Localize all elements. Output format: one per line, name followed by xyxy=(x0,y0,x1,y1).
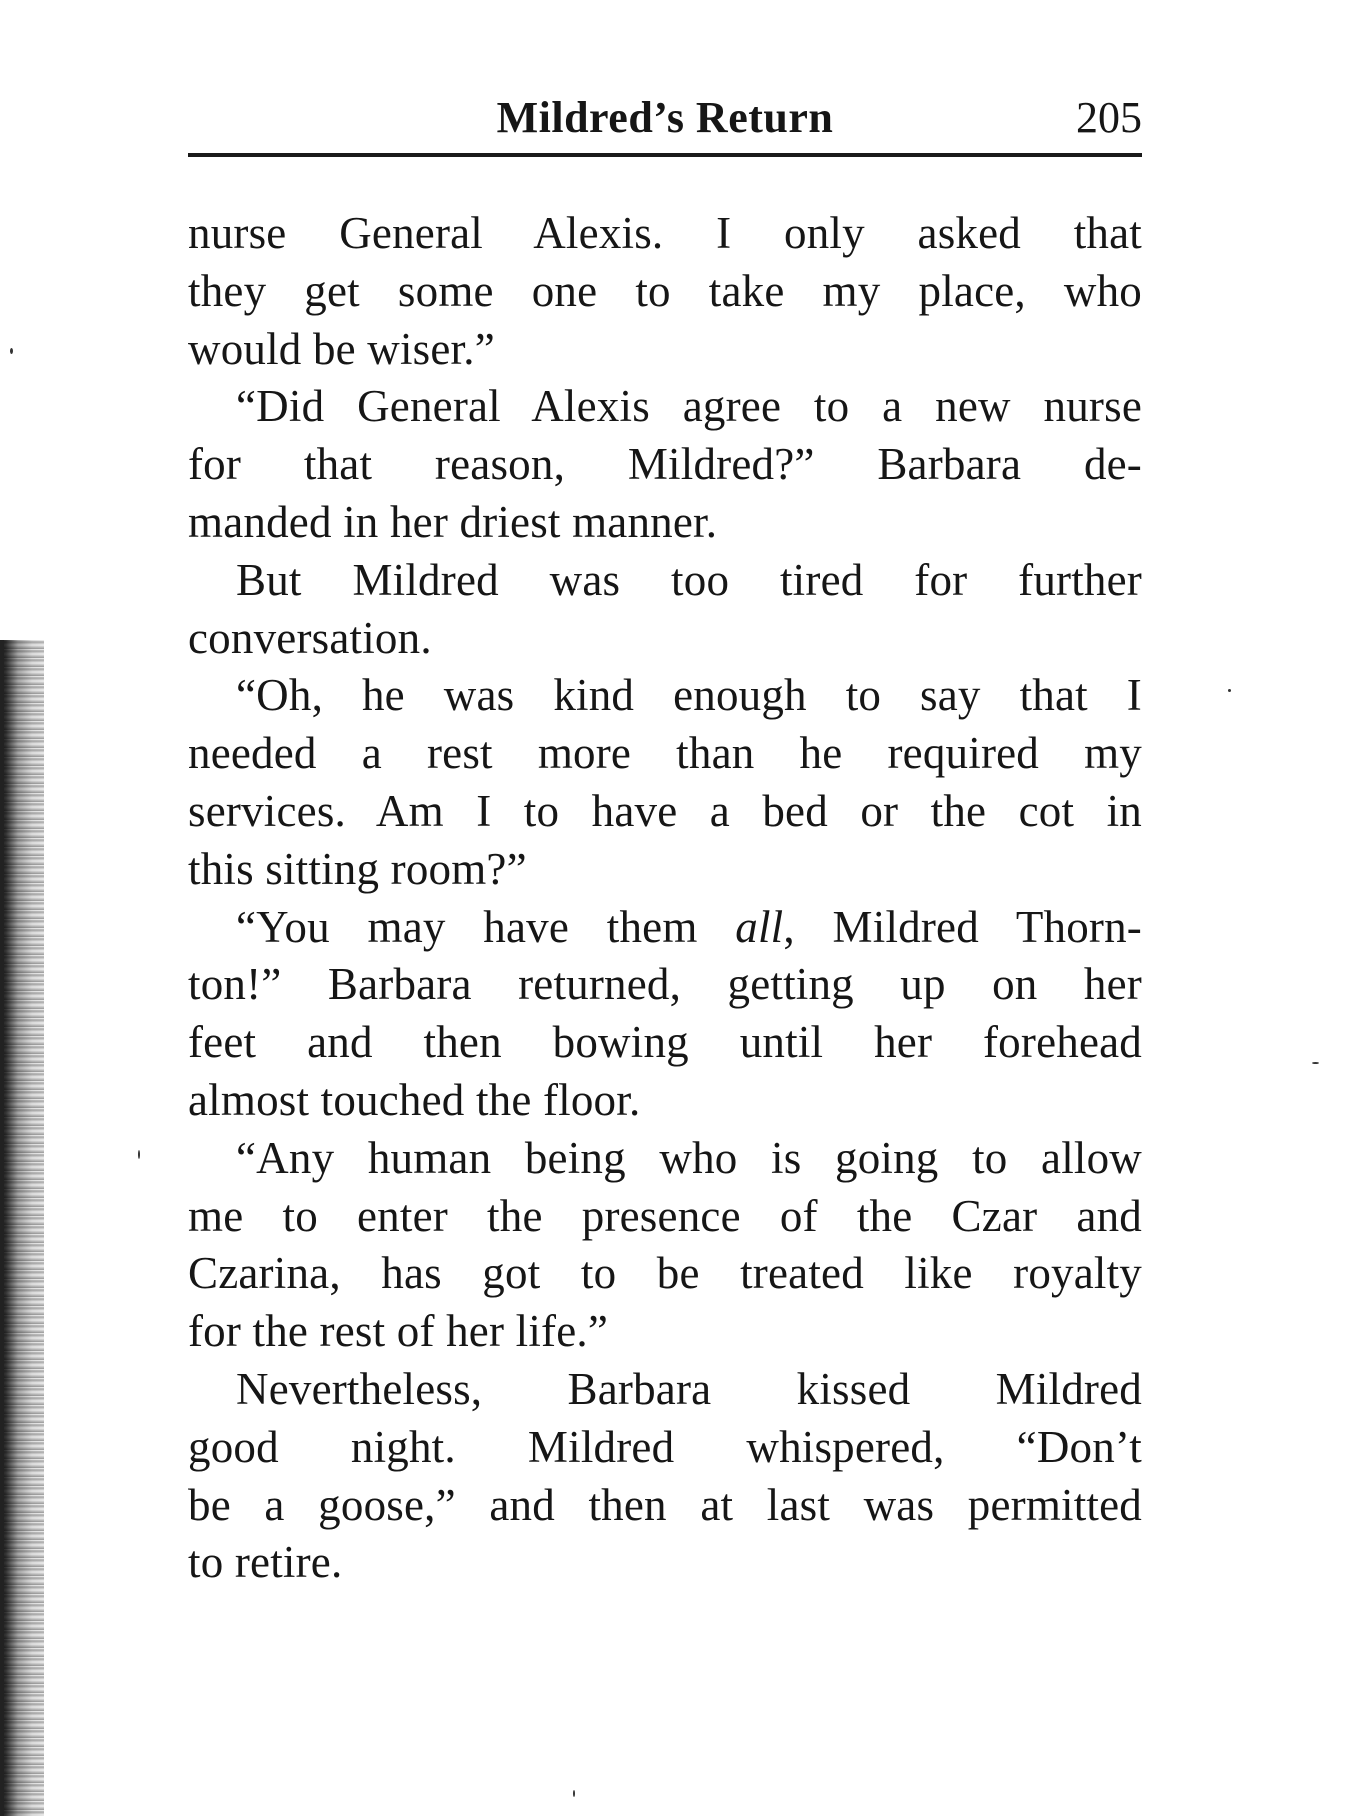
text-line: be a goose,” and then at last was permitted xyxy=(188,1479,1142,1530)
text-segment: “You may have them xyxy=(236,901,736,952)
text-segment: , Mildred Thorn- xyxy=(783,901,1142,952)
text-line-with-italic xyxy=(188,899,1142,957)
scan-speck xyxy=(573,1790,575,1797)
text-line: “Oh, he was kind enough to say that I xyxy=(236,670,1142,721)
body-text xyxy=(188,205,1142,1592)
text-line: services. Am I to have a bed or the cot in xyxy=(188,785,1142,836)
scan-speck xyxy=(1228,689,1231,692)
chapter-title: Mildred’s Return xyxy=(496,93,834,142)
text-line: conversation. xyxy=(188,612,432,663)
text-line: this sitting room?” xyxy=(188,843,527,894)
text-line: almost touched the floor. xyxy=(188,1074,641,1125)
text-line: they get some one to take my place, who xyxy=(188,265,1142,316)
running-head xyxy=(188,88,1142,148)
text-line: me to enter the presence of the Czar and xyxy=(188,1190,1142,1241)
scan-speck xyxy=(10,348,13,354)
text-line: nurse General Alexis. I only asked that xyxy=(188,208,1142,258)
header-rule xyxy=(188,153,1142,157)
text-line: for that reason, Mildred?” Barbara de- xyxy=(188,439,1142,490)
binding-edge-shadow xyxy=(0,640,44,1816)
text-line: But Mildred was too tired for further xyxy=(236,554,1142,605)
scan-speck xyxy=(138,1150,140,1159)
text-line: for the rest of her life.” xyxy=(188,1306,608,1357)
italic-word: all xyxy=(735,901,784,952)
text-line: ton!” Barbara returned, getting up on her xyxy=(188,959,1142,1010)
binding-edge-line xyxy=(0,640,4,1816)
text-line: would be wiser.” xyxy=(188,323,495,374)
text-line: feet and then bowing until her forehead xyxy=(188,1017,1142,1068)
text-line: Czarina, has got to be treated like royalty xyxy=(188,1248,1142,1299)
text-line: good night. Mildred whispered, “Don’t xyxy=(188,1421,1142,1472)
text-line: to retire. xyxy=(188,1537,343,1588)
text-line: Nevertheless, Barbara kissed Mildred xyxy=(236,1363,1142,1414)
page-number: 205 xyxy=(1076,93,1142,142)
scan-speck xyxy=(1312,1062,1319,1064)
text-line: “Did General Alexis agree to a new nurse xyxy=(236,381,1142,432)
text-line: needed a rest more than he required my xyxy=(188,728,1142,779)
text-line: “Any human being who is going to allow xyxy=(236,1132,1142,1183)
text-line: manded in her driest manner. xyxy=(188,496,718,547)
